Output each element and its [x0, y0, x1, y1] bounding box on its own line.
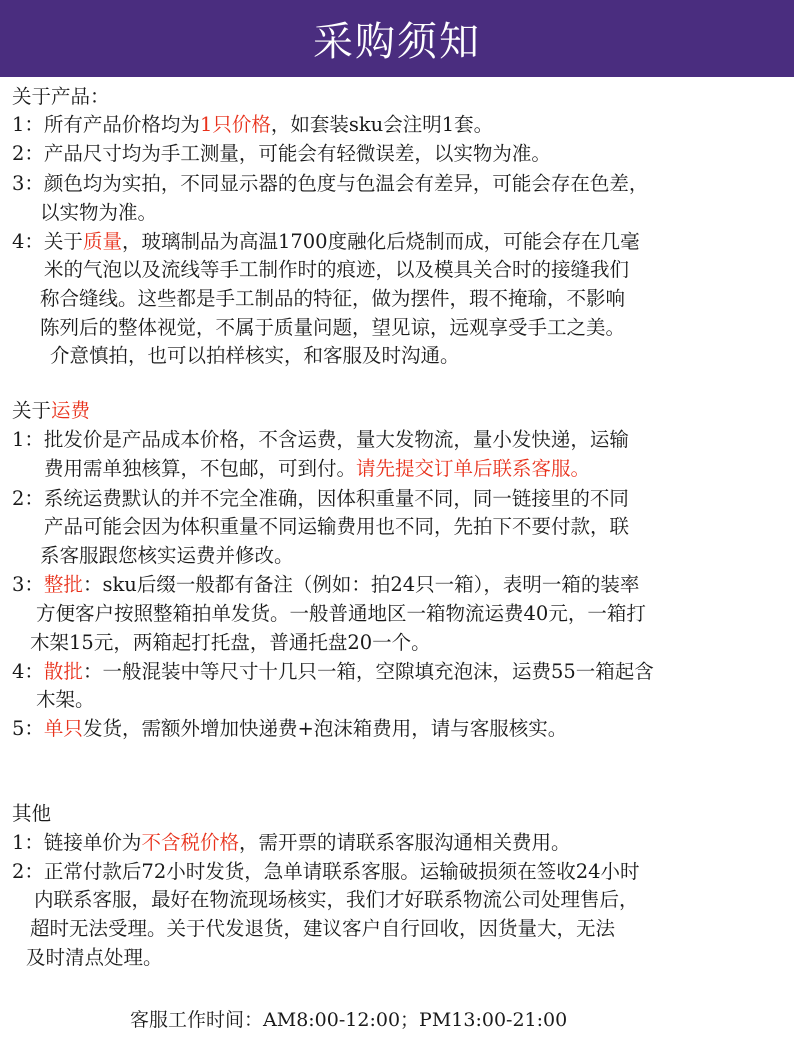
- item-text: ，玻璃制品为高温1700度融化后烧制而成，可能会存在几毫: [121, 230, 640, 253]
- product-item-3: [12, 170, 794, 198]
- item-text: ，如套装sku会注明1套。: [270, 113, 494, 136]
- product-item-2: [12, 140, 794, 168]
- item-text: 所有产品价格均为: [43, 113, 200, 136]
- highlight-text: 整批: [43, 573, 83, 596]
- service-hours-value: AM8:00-12:00；PM13:00-21:00: [263, 1009, 568, 1031]
- shipping-heading: [12, 397, 794, 425]
- shipping-item-3-cont: 方便客户按照整箱拍单发货。一般普通地区一箱物流运费40元，一箱打: [36, 602, 646, 625]
- highlight-text: 单只: [43, 717, 83, 740]
- product-item-4: [12, 228, 794, 256]
- other-item-1: [12, 829, 794, 857]
- product-item-4-cont: 米的气泡以及流线等手工制作时的痕迹，以及模具关合时的接缝我们: [44, 258, 630, 281]
- highlight-text: 1只价格: [199, 113, 271, 136]
- service-hours: [130, 1006, 567, 1034]
- item-number: 5：: [12, 717, 44, 740]
- other-item-2: [12, 858, 794, 886]
- highlight-text: 质量: [82, 230, 122, 253]
- item-text: ，需开票的请联系客服沟通相关费用。: [238, 831, 571, 854]
- product-heading: 关于产品：: [12, 85, 110, 108]
- item-number: 1：: [12, 113, 44, 136]
- item-text: 关于: [43, 230, 83, 253]
- item-text: 批发价是产品成本价格，不含运费，量大发物流，量小发快递，运输: [43, 428, 629, 451]
- shipping-item-4-cont: 木架。: [36, 688, 95, 711]
- shipping-item-2: [12, 485, 794, 513]
- item-text: 系统运费默认的并不完全准确，因体积重量不同，同一链接里的不同: [43, 487, 629, 510]
- other-item-2-cont: 内联系客服，最好在物流现场核实，我们才好联系物流公司处理售后，: [34, 888, 639, 911]
- item-text: 发货，需额外增加快递费+泡沫箱费用，请与客服核实。: [82, 717, 568, 740]
- item-text: 产品尺寸均为手工测量，可能会有轻微误差，以实物为准。: [43, 142, 551, 165]
- product-item-4-cont: 陈列后的整体视觉，不属于质量问题，望见谅，远观享受手工之美。: [40, 316, 626, 339]
- shipping-item-1-cont: [44, 455, 794, 483]
- item-number: 2：: [12, 860, 44, 883]
- shipping-item-2-cont: 产品可能会因为体积重量不同运输费用也不同，先拍下不要付款，联: [44, 515, 630, 538]
- shipping-item-3-cont: 木架15元，两箱起打托盘，普通托盘20一个。: [30, 631, 431, 654]
- item-text: 颜色均为实拍，不同显示器的色度与色温会有差异，可能会存在色差，: [43, 172, 649, 195]
- service-hours-label: 客服工作时间：: [130, 1009, 264, 1031]
- item-number: 3：: [12, 172, 44, 195]
- product-item-4-cont: 介意慎拍，也可以拍样核实，和客服及时沟通。: [50, 344, 460, 367]
- item-number: 2：: [12, 142, 44, 165]
- highlight-text: 不含税价格: [141, 831, 239, 854]
- other-heading: 其他: [12, 802, 52, 825]
- shipping-item-2-cont: 系客服跟您核实运费并修改。: [40, 544, 294, 567]
- item-number: 4：: [12, 230, 44, 253]
- page-title: 采购须知: [313, 19, 481, 65]
- item-text: 费用需单独核算，不包邮，可到付。: [44, 457, 357, 480]
- product-item-4-cont: 称合缝线。这些都是手工制品的特征，做为摆件，瑕不掩瑜，不影响: [40, 287, 626, 310]
- heading-text: 关于: [12, 399, 52, 422]
- item-number: 2：: [12, 487, 44, 510]
- shipping-item-5: [12, 715, 794, 743]
- other-item-2-cont: 超时无法受理。关于代发退货，建议客户自行回收，因货量大，无法: [30, 917, 616, 940]
- item-number: 1：: [12, 831, 44, 854]
- item-text: 正常付款后72小时发货，急单请联系客服。运输破损须在签收24小时: [43, 860, 640, 883]
- shipping-item-1: [12, 426, 794, 454]
- item-number: 4：: [12, 660, 44, 683]
- highlight-text: 运费: [51, 399, 91, 422]
- item-number: 3：: [12, 573, 44, 596]
- item-text: ：sku后缀一般都有备注（例如：拍24只一箱），表明一箱的装率: [82, 573, 640, 596]
- product-item-3-cont: 以实物为准。: [40, 201, 158, 224]
- item-text: ：一般混装中等尺寸十几只一箱，空隙填充泡沫，运费55一箱起含: [82, 660, 654, 683]
- highlight-text: 散批: [43, 660, 83, 683]
- item-text: 链接单价为: [43, 831, 142, 854]
- other-item-2-cont: 及时清点处理。: [26, 946, 163, 969]
- highlight-text: 请先提交订单后联系客服。: [356, 457, 591, 480]
- product-item-1: [12, 111, 794, 139]
- shipping-item-4: [12, 658, 794, 686]
- shipping-item-3: [12, 571, 794, 599]
- item-number: 1：: [12, 428, 44, 451]
